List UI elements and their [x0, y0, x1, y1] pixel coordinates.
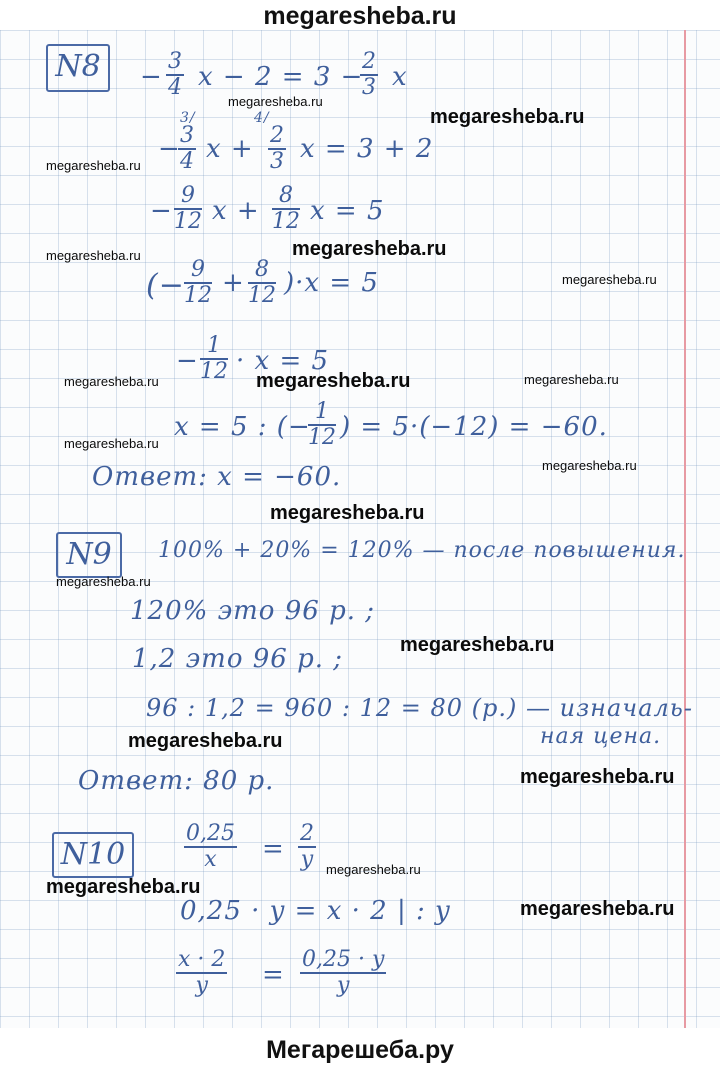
p8-frac-1: 3 4: [168, 49, 182, 100]
p10-eq2: =: [262, 960, 285, 990]
p8-frac-9: 1 12: [200, 333, 228, 384]
watermark: megaresheba.ru: [228, 94, 323, 109]
p8-line3-mid: x +: [212, 196, 260, 226]
problem-10-label: N10: [52, 832, 134, 878]
p10-eq1: =: [262, 834, 285, 864]
p8-line1-minus: −: [140, 62, 163, 92]
problem-8-label: N8: [46, 44, 110, 92]
watermark: megaresheba.ru: [46, 158, 141, 173]
p8-line5-end: · x = 5: [236, 346, 330, 376]
watermark: megaresheba.ru: [524, 372, 619, 387]
p9-line3: 1,2 это 96 р. ;: [132, 644, 344, 674]
p8-frac-10: 1 12: [308, 399, 336, 450]
watermark: megaresheba.ru: [430, 106, 585, 128]
watermark: megaresheba.ru: [56, 574, 151, 589]
p8-line3-end: x = 5: [310, 196, 385, 226]
problem-9-label: N9: [56, 532, 122, 578]
watermark: megaresheba.ru: [64, 374, 159, 389]
p10-frac-3: x · 2 y: [178, 947, 226, 998]
watermark: megaresheba.ru: [292, 238, 447, 260]
p8-frac-7: 9 12: [184, 257, 212, 308]
p8-line3-minus: −: [150, 196, 173, 226]
p8-frac-6: 8 12: [272, 183, 300, 234]
watermark: megaresheba.ru: [256, 370, 411, 392]
p8-line2-end: x = 3 + 2: [300, 134, 434, 164]
p10-frac-2: 2 y: [300, 821, 314, 872]
p8-line1-mid: x − 2 = 3 −: [198, 62, 364, 92]
p8-frac-8: 8 12: [248, 257, 276, 308]
page-header: megaresheba.ru: [263, 2, 457, 30]
watermark: megaresheba.ru: [520, 766, 675, 788]
p8-line5-minus: −: [176, 346, 199, 376]
watermark: megaresheba.ru: [326, 862, 421, 877]
watermark: megaresheba.ru: [128, 730, 283, 752]
p9-line2: 120% это 96 р. ;: [130, 596, 376, 626]
p8-line1-end: x: [392, 62, 408, 92]
p8-line6-start: x = 5 : (−: [174, 412, 311, 442]
p8-line2-minus: −: [158, 134, 181, 164]
p10-frac-1: 0,25 x: [186, 821, 235, 872]
p10-frac-4: 0,25 · y y: [302, 947, 385, 998]
watermark: megaresheba.ru: [400, 634, 555, 656]
p8-line4-plus: +: [222, 268, 245, 298]
p8-frac-3: 3 4: [180, 123, 194, 174]
p8-line6-end: ) = 5·(−12) = −60.: [340, 412, 608, 442]
watermark: megaresheba.ru: [46, 248, 141, 263]
p8-line4-open: (−: [146, 268, 185, 303]
p8-frac-2: 2 3: [362, 49, 376, 100]
watermark: megaresheba.ru: [562, 272, 657, 287]
margin-line: [684, 30, 686, 1028]
watermark: megaresheba.ru: [542, 458, 637, 473]
p8-frac-4: 2 3: [270, 123, 284, 174]
p8-line2-mid: x +: [206, 134, 254, 164]
page-footer: Мегарешеба.ру: [266, 1036, 454, 1064]
p10-line2: 0,25 · y = x · 2 | : y: [180, 896, 451, 926]
p8-answer: Ответ: x = −60.: [92, 462, 342, 492]
p8-sup-1: 3/: [180, 110, 196, 126]
p8-frac-5: 9 12: [174, 183, 202, 234]
p9-line5: ная цена.: [540, 724, 662, 749]
p9-line4: 96 : 1,2 = 960 : 12 = 80 (р.) — изначаль-: [146, 694, 693, 722]
watermark: megaresheba.ru: [64, 436, 159, 451]
p8-sup-2: 4/: [254, 110, 270, 126]
watermark: megaresheba.ru: [520, 898, 675, 920]
watermark: megaresheba.ru: [270, 502, 425, 524]
watermark: megaresheba.ru: [46, 876, 201, 898]
p8-line4-close: )·x = 5: [284, 268, 379, 298]
p9-answer: Ответ: 80 р.: [78, 766, 275, 796]
p9-line1: 100% + 20% = 120% — после повышения.: [158, 538, 686, 563]
